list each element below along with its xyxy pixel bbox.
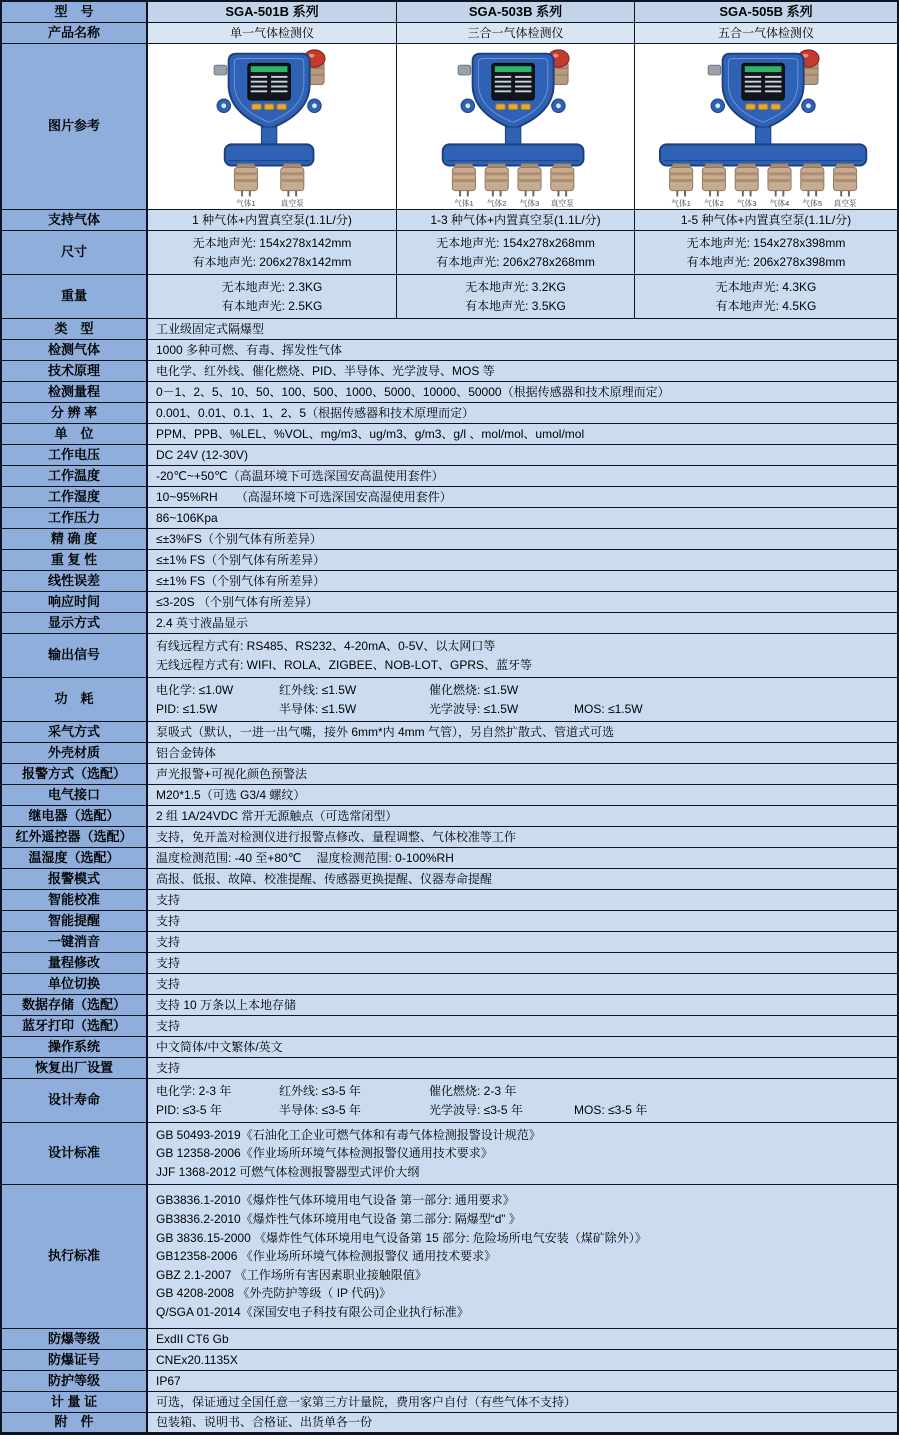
- spec-row: [2, 911, 897, 932]
- row-label: 防爆等级: [2, 1329, 148, 1349]
- row-value: 无本地声光: 3.2KG 有本地声光: 3.5KG: [397, 275, 635, 318]
- spec-row: [2, 1123, 897, 1185]
- row-value: 三合一气体检测仪: [397, 23, 635, 43]
- spec-row: [2, 571, 897, 592]
- row-label: 采气方式: [2, 722, 148, 742]
- row-label: 精 确 度: [2, 529, 148, 549]
- spec-row: [2, 869, 897, 890]
- spec-row: [2, 23, 897, 44]
- spec-row: [2, 466, 897, 487]
- row-label: 智能提醒: [2, 911, 148, 931]
- row-value: 有线远程方式有: RS485、RS232、4-20mA、0-5V、以太网口等 无线远程方式有: WIFI、ROLA、ZIGBEE、NOB-LOT、GPRS、蓝牙等: [148, 634, 897, 677]
- row-value: 无本地声光: 154x278x142mm 有本地声光: 206x278x142mm: [148, 231, 397, 274]
- row-label: 电气接口: [2, 785, 148, 805]
- row-value: 2.4 英寸液晶显示: [148, 613, 897, 633]
- row-label: 数据存储（选配）: [2, 995, 148, 1015]
- row-value: DC 24V (12-30V): [148, 445, 897, 465]
- spec-row: [2, 319, 897, 340]
- row-label: 继电器（选配）: [2, 806, 148, 826]
- row-value: 无本地声光: 4.3KG 有本地声光: 4.5KG: [635, 275, 897, 318]
- spec-row: [2, 890, 897, 911]
- row-value: 高报、低报、故障、校准提醒、传感器更换提醒、仪器寿命提醒: [148, 869, 897, 889]
- spec-row: [2, 231, 897, 275]
- row-value: 10~95%RH （高湿环境下可选深国安高湿使用套件）: [148, 487, 897, 507]
- svg-text:真空泵: 真空泵: [550, 198, 574, 208]
- row-value: 可选，保证通过全国任意一家第三方计量院，费用客户自付（有些气体不支持）: [148, 1392, 897, 1412]
- row-label: 型 号: [2, 2, 148, 22]
- row-value: 电化学: 2-3 年 红外线: ≤3-5 年 催化燃烧: 2-3 年 PID: ≤3-5 年 半导体: ≤3-5 年 光学波导: ≤3-5 年 MOS: ≤3-5 年: [148, 1079, 897, 1122]
- device-image-cell: [635, 44, 897, 209]
- spec-row: [2, 487, 897, 508]
- spec-row: [2, 827, 897, 848]
- svg-text:气体1: 气体1: [236, 198, 256, 208]
- row-value: 无本地声光: 154x278x398mm 有本地声光: 206x278x398mm: [635, 231, 897, 274]
- row-value: 支持 10 万条以上本地存储: [148, 995, 897, 1015]
- row-label: 防护等级: [2, 1371, 148, 1391]
- spec-row: [2, 403, 897, 424]
- row-value: 支持: [148, 953, 897, 973]
- row-value: 泵吸式（默认，一进一出气嘴，接外 6mm*内 4mm 气管），另自然扩散式、管道式可选: [148, 722, 897, 742]
- row-value: 包装箱、说明书、合格证、出货单各一份: [148, 1413, 897, 1432]
- spec-row: [2, 974, 897, 995]
- row-value: 声光报警+可视化颜色预警法: [148, 764, 897, 784]
- spec-row: [2, 1185, 897, 1329]
- row-value: 2 组 1A/24VDC 常开无源触点（可选常闭型）: [148, 806, 897, 826]
- row-value: 无本地声光: 154x278x268mm 有本地声光: 206x278x268mm: [397, 231, 635, 274]
- spec-row: [2, 1058, 897, 1079]
- svg-text:真空泵: 真空泵: [280, 198, 304, 208]
- row-label: 报警模式: [2, 869, 148, 889]
- spec-row: [2, 1037, 897, 1058]
- row-label: 技术原理: [2, 361, 148, 381]
- spec-row: [2, 1413, 897, 1434]
- spec-row: [2, 1371, 897, 1392]
- row-value: SGA-503B 系列: [397, 2, 635, 22]
- spec-row: [2, 508, 897, 529]
- svg-text:气体3: 气体3: [736, 198, 757, 208]
- row-label: 输出信号: [2, 634, 148, 677]
- spec-row: [2, 550, 897, 571]
- row-label: 工作湿度: [2, 487, 148, 507]
- gas-detector-image: [641, 46, 891, 208]
- row-label: 重量: [2, 275, 148, 318]
- gas-detector-image: [397, 46, 635, 208]
- spec-row: [2, 210, 897, 231]
- spec-row: [2, 743, 897, 764]
- row-label: 产品名称: [2, 23, 148, 43]
- spec-row: [2, 424, 897, 445]
- row-value: 温度检测范围: -40 至+80℃ 湿度检测范围: 0-100%RH: [148, 848, 897, 868]
- spec-row: [2, 1392, 897, 1413]
- row-value: 电化学、红外线、催化燃烧、PID、半导体、光学波导、MOS 等: [148, 361, 897, 381]
- spec-row: [2, 1016, 897, 1037]
- spec-row: [2, 995, 897, 1016]
- row-value: 电化学: ≤1.0W 红外线: ≤1.5W 催化燃烧: ≤1.5W PID: ≤1.5W 半导体: ≤1.5W 光学波导: ≤1.5W MOS: ≤1.5W: [148, 678, 897, 721]
- row-label: 检测气体: [2, 340, 148, 360]
- svg-text:真空泵: 真空泵: [833, 198, 857, 208]
- row-value: SGA-505B 系列: [635, 2, 897, 22]
- row-label: 外壳材质: [2, 743, 148, 763]
- spec-row: [2, 806, 897, 827]
- row-label: 单位切换: [2, 974, 148, 994]
- row-value: 支持: [148, 911, 897, 931]
- row-value: ≤±1% FS（个别气体有所差异）: [148, 571, 897, 591]
- spec-row: [2, 445, 897, 466]
- row-value: 1000 多种可燃、有毒、挥发性气体: [148, 340, 897, 360]
- row-label: 线性误差: [2, 571, 148, 591]
- row-label: 红外遥控器（选配）: [2, 827, 148, 847]
- row-value: 无本地声光: 2.3KG 有本地声光: 2.5KG: [148, 275, 397, 318]
- row-value: 0－1、2、5、10、50、100、500、1000、5000、10000、50000（根据传感器和技术原理而定）: [148, 382, 897, 402]
- row-label: 报警方式（选配）: [2, 764, 148, 784]
- row-value: 支持: [148, 1016, 897, 1036]
- spec-row: [2, 1350, 897, 1371]
- row-value: CNEx20.1135X: [148, 1350, 897, 1370]
- row-value: 五合一气体检测仪: [635, 23, 897, 43]
- svg-text:气体4: 气体4: [769, 198, 790, 208]
- row-label: 类 型: [2, 319, 148, 339]
- spec-row: [2, 634, 897, 678]
- svg-text:气体3: 气体3: [519, 198, 539, 208]
- row-label: 计 量 证: [2, 1392, 148, 1412]
- spec-row: [2, 678, 897, 722]
- svg-text:气体1: 气体1: [671, 198, 691, 208]
- row-label: 一键消音: [2, 932, 148, 952]
- row-value: 支持: [148, 974, 897, 994]
- spec-row: [2, 613, 897, 634]
- row-label: 响应时间: [2, 592, 148, 612]
- spec-row: [2, 361, 897, 382]
- svg-text:气体2: 气体2: [486, 198, 507, 208]
- row-value: GB 50493-2019《石油化工企业可燃气体和有毒气体检测报警设计规范》 GB 12358-2006《作业场所环境气体检测报警仪通用技术要求》 JJF 1368-2012 可燃气体检测报警器型式评价大纲: [148, 1123, 897, 1184]
- row-label: 防爆证号: [2, 1350, 148, 1370]
- spec-row: [2, 275, 897, 319]
- row-label: 单 位: [2, 424, 148, 444]
- device-image-cell: [148, 44, 397, 209]
- spec-row: [2, 953, 897, 974]
- row-value: 1-5 种气体+内置真空泵(1.1L/分): [635, 210, 897, 230]
- row-value: GB3836.1-2010《爆炸性气体环境用电气设备 第一部分: 通用要求》 GB3836.2-2010《爆炸性气体环境用电气设备 第二部分: 隔爆型“d” 》 GB 3836.15-2000 《爆炸性气体环境用电气设备第 15 部分: 危险场所电气安装（煤矿除外）》 GB12358-2006 《作业场所环境气体检测报警仪 通用技术要求》 GBZ 2.1-2007 《工作场所有害因素职业接触限值》 GB 4208-2008 《外壳防护等级（ IP 代码)》 Q/SGA 01-2014《深国安电子科技有限公司企业执行标准》: [148, 1185, 897, 1328]
- spec-row: [2, 764, 897, 785]
- spec-row: [2, 340, 897, 361]
- row-value: M20*1.5（可选 G3/4 螺纹）: [148, 785, 897, 805]
- row-label: 温湿度（选配）: [2, 848, 148, 868]
- spec-row: [2, 382, 897, 403]
- row-label: 操作系统: [2, 1037, 148, 1057]
- row-label: 附 件: [2, 1413, 148, 1432]
- row-label: 图片参考: [2, 44, 148, 209]
- row-value: SGA-501B 系列: [148, 2, 397, 22]
- row-label: 功 耗: [2, 678, 148, 721]
- row-label: 恢复出厂设置: [2, 1058, 148, 1078]
- row-value: ≤±1% FS（个别气体有所差异）: [148, 550, 897, 570]
- row-value: ≤±3%FS（个别气体有所差异）: [148, 529, 897, 549]
- row-value: 中文简体/中文繁体/英文: [148, 1037, 897, 1057]
- row-label: 蓝牙打印（选配）: [2, 1016, 148, 1036]
- row-value: 1 种气体+内置真空泵(1.1L/分): [148, 210, 397, 230]
- row-label: 检测量程: [2, 382, 148, 402]
- spec-row: [2, 722, 897, 743]
- row-label: 支持气体: [2, 210, 148, 230]
- row-value: 铝合金铸体: [148, 743, 897, 763]
- row-label: 智能校准: [2, 890, 148, 910]
- spec-row: [2, 1329, 897, 1350]
- device-image-cell: [397, 44, 635, 209]
- row-value: -20℃~+50℃（高温环境下可选深国安高温使用套件）: [148, 466, 897, 486]
- row-value: 1-3 种气体+内置真空泵(1.1L/分): [397, 210, 635, 230]
- row-label: 设计寿命: [2, 1079, 148, 1122]
- svg-text:气体2: 气体2: [704, 198, 724, 208]
- row-value: PPM、PPB、%LEL、%VOL、mg/m3、ug/m3、g/m3、g/l 、mol/mol、umol/mol: [148, 424, 897, 444]
- row-label: 尺寸: [2, 231, 148, 274]
- row-label: 工作压力: [2, 508, 148, 528]
- row-label: 显示方式: [2, 613, 148, 633]
- row-label: 工作温度: [2, 466, 148, 486]
- row-label: 重 复 性: [2, 550, 148, 570]
- row-value: 支持: [148, 1058, 897, 1078]
- row-value: IP67: [148, 1371, 897, 1391]
- gas-detector-image: [148, 46, 397, 208]
- row-value: 86~106Kpa: [148, 508, 897, 528]
- row-value: 支持: [148, 890, 897, 910]
- svg-text:气体1: 气体1: [453, 198, 474, 208]
- row-label: 工作电压: [2, 445, 148, 465]
- row-label: 执行标准: [2, 1185, 148, 1328]
- svg-text:气体5: 气体5: [802, 198, 823, 208]
- row-value: 0.001、0.01、0.1、1、2、5（根据传感器和技术原理而定）: [148, 403, 897, 423]
- spec-row: [2, 848, 897, 869]
- row-value: 工业级固定式隔爆型: [148, 319, 897, 339]
- row-value: 单一气体检测仪: [148, 23, 397, 43]
- row-value: 支持: [148, 932, 897, 952]
- spec-row: [2, 592, 897, 613]
- row-label: 分 辨 率: [2, 403, 148, 423]
- spec-row: [2, 932, 897, 953]
- spec-row: [2, 44, 897, 210]
- row-label: 量程修改: [2, 953, 148, 973]
- row-value: 支持，免开盖对检测仪进行报警点修改、量程调整、气体校准等工作: [148, 827, 897, 847]
- row-value: ≤3-20S （个别气体有所差异）: [148, 592, 897, 612]
- spec-row: [2, 2, 897, 23]
- row-value: ExdII CT6 Gb: [148, 1329, 897, 1349]
- spec-row: [2, 529, 897, 550]
- spec-row: [2, 1079, 897, 1123]
- spec-row: [2, 785, 897, 806]
- row-label: 设计标准: [2, 1123, 148, 1184]
